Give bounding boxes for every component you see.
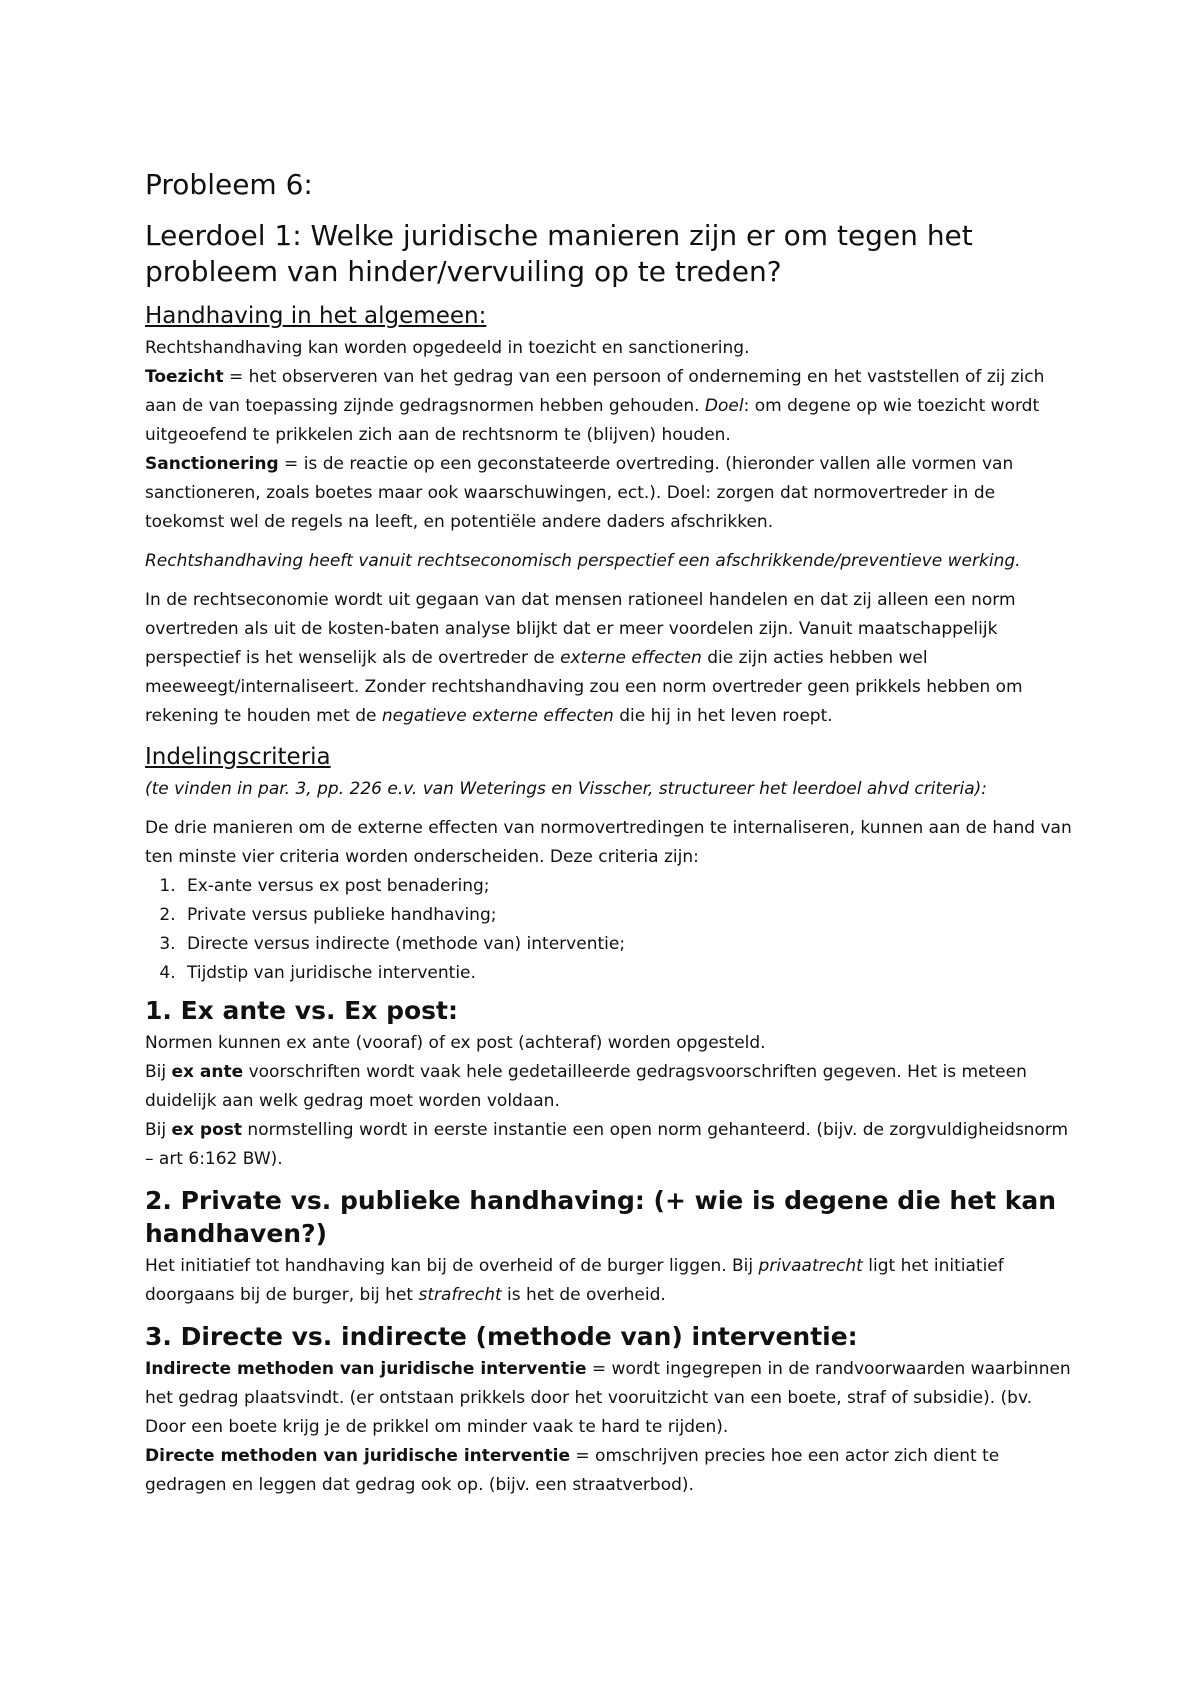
section-interventie-heading: 3. Directe vs. indirecte (methode van) interventie:: [145, 1322, 858, 1351]
paragraph-text-c: die hij in het leven roept.: [613, 706, 833, 726]
paragraph-text-a: In de rechtseconomie wordt uit gegaan van dat mensen rationeel handelen en dat zij alleen een norm overtreden als uit de kosten-baten analyse blijkt dat er meer voordelen zijn. Vanuit maatschappelijk perspectief is het wenselijk als de overtreder de: [145, 590, 1016, 668]
paragraph-italic-1: externe effecten: [560, 648, 702, 668]
sanctionering-term: Sanctionering: [145, 454, 279, 474]
toezicht-text-a: = het observeren van het gedrag van een persoon of onderneming en het vaststellen of zij zich aan de van toepassing zijnde gedragsnormen hebben gehouden.: [145, 367, 1045, 416]
ex-post-line: [145, 1116, 1075, 1174]
criteria-list: [145, 872, 1075, 988]
paragraph-italic-2: negatieve externe effecten: [381, 706, 614, 726]
problem-title: Probleem 6:: [145, 168, 313, 201]
line-text: normstelling wordt in eerste instantie een open norm gehanteerd. (bijv. de zorgvuldigheidsnorm – art 6:162 BW).: [145, 1120, 1069, 1169]
line-text: voorschriften wordt vaak hele gedetailleerde gedragsvoorschriften gegeven. Het is meteen duidelijk aan welk gedrag moet worden voldaan.: [145, 1062, 1027, 1111]
directe-text: = omschrijven precies hoe een actor zich dient te gedragen en leggen dat gedrag ook op. (bijv. een straatverbod).: [145, 1446, 1000, 1495]
document-body: [145, 166, 1075, 1500]
list-item: 4. Tijdstip van juridische interventie.: [181, 959, 1075, 988]
privaatrecht-term: privaatrecht: [758, 1256, 863, 1276]
ex-post-term: ex post: [171, 1120, 243, 1140]
toezicht-text-b: : om degene op wie toezicht wordt uitgeoefend te prikkelen zich aan de rechtsnorm te (blijven) houden.: [145, 396, 1040, 445]
line-text: is het de overheid.: [501, 1285, 666, 1305]
handhaving-intro: Rechtshandhaving kan worden opgedeeld in toezicht en sanctionering.: [145, 338, 750, 358]
toezicht-term: Toezicht: [145, 367, 224, 387]
doel-term: Doel: [704, 396, 744, 416]
indelingscriteria-reference: (te vinden in par. 3, pp. 226 e.v. van Weterings en Visscher, structureer het leerdoel ahvd criteria):: [145, 779, 988, 799]
line-text: ligt het initiatief doorgaans bij de burger, bij het: [145, 1256, 1004, 1305]
directe-term: Directe methoden van juridische interventie: [145, 1446, 570, 1466]
directe-methoden-paragraph: [145, 1442, 1075, 1500]
section-handhaving-heading: Handhaving in het algemeen:: [145, 303, 487, 329]
indirecte-text: = wordt ingegrepen in de randvoorwaarden waarbinnen het gedrag plaatsvindt. (er ontstaan prikkels door het vooruitzicht van een boete, straf of subsidie). (bv. Door een boete krijg je de prikkel om minder vaak te hard te rijden).: [145, 1359, 1071, 1437]
list-item: 2. Private versus publieke handhaving;: [181, 901, 1075, 930]
line-text: Het initiatief tot handhaving kan bij de overheid of de burger liggen. Bij: [145, 1256, 759, 1276]
list-item: 3. Directe versus indirecte (methode van) interventie;: [181, 930, 1075, 959]
section-indelingscriteria-heading: Indelingscriteria: [145, 744, 331, 770]
sanctionering-text: = is de reactie op een geconstateerde overtreding. (hieronder vallen alle vormen van sanctioneren, zoals boetes maar ook waarschuwingen, ect.). Doel: zorgen dat normovertreder in de toekomst wel de regels na leeft, en potentiële andere daders afschrikken.: [145, 454, 1014, 532]
paragraph-text-b: die zijn acties hebben wel meeweegt/internaliseert. Zonder rechtshandhaving zou een norm overtreder geen prikkels hebben om rekening te houden met de: [145, 648, 1023, 726]
toezicht-definition: [145, 363, 1075, 450]
line-text: Bij: [145, 1062, 172, 1082]
indirecte-methoden-paragraph: [145, 1355, 1075, 1442]
ex-ante-line-2: [145, 1058, 1075, 1116]
list-item: 1. Ex-ante versus ex post benadering;: [181, 872, 1075, 901]
handhaving-initiatief-paragraph: [145, 1252, 1075, 1310]
section-private-publieke-heading: 2. Private vs. publieke handhaving: (+ wie is degene die het kan handhaven?): [145, 1186, 1057, 1248]
line-text: Bij: [145, 1120, 172, 1140]
ex-ante-term: ex ante: [171, 1062, 244, 1082]
indirecte-term: Indirecte methoden van juridische interventie: [145, 1359, 587, 1379]
section-ex-ante-heading: 1. Ex ante vs. Ex post:: [145, 996, 458, 1025]
sanctionering-definition: [145, 450, 1075, 537]
rechtseconomie-paragraph: [145, 586, 1075, 731]
rechtshandhaving-italic-line: Rechtshandhaving heeft vanuit rechtseconomisch perspectief een afschrikkende/preventieve werking.: [145, 551, 1021, 571]
indelingscriteria-intro: De drie manieren om de externe effecten van normovertredingen te internaliseren, kunnen aan de hand van ten minste vier criteria worden onderscheiden. Deze criteria zijn:: [145, 818, 1072, 867]
leerdoel-heading: Leerdoel 1: Welke juridische manieren zijn er om tegen het probleem van hinder/vervuiling op te treden?: [145, 219, 973, 288]
strafrecht-term: strafrecht: [418, 1285, 502, 1305]
ex-ante-line-1: Normen kunnen ex ante (vooraf) of ex post (achteraf) worden opgesteld.: [145, 1033, 766, 1053]
